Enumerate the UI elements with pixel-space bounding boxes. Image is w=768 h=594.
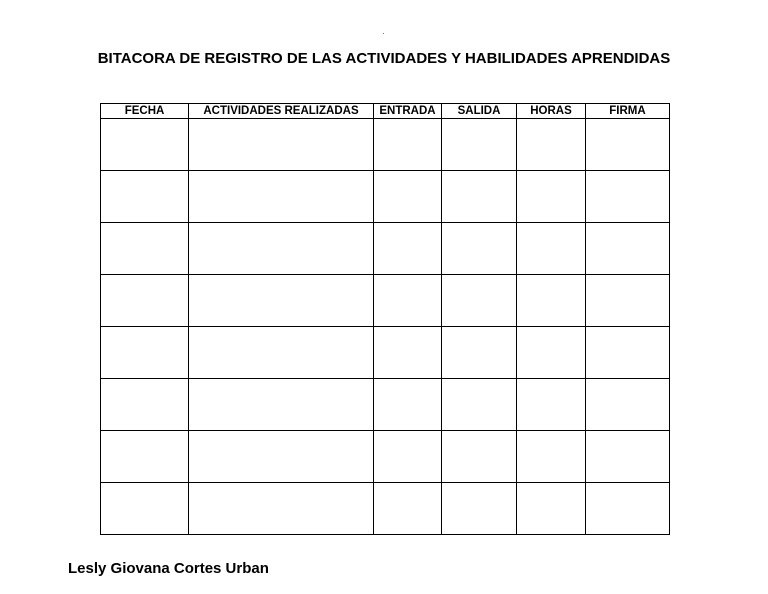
table-cell-fecha[interactable] [101,171,189,223]
table-cell-fecha[interactable] [101,119,189,171]
table-cell-horas[interactable] [517,431,586,483]
table-cell-fecha[interactable] [101,431,189,483]
stray-mark [383,33,384,34]
table-cell-entrada[interactable] [374,275,442,327]
table-cell-firma[interactable] [586,119,670,171]
table-cell-actividades[interactable] [189,171,374,223]
table-cell-horas[interactable] [517,379,586,431]
table-cell-horas[interactable] [517,483,586,535]
table-cell-horas[interactable] [517,223,586,275]
table-row [101,483,670,535]
author-name: Lesly Giovana Cortes Urban [68,560,269,577]
table-cell-firma[interactable] [586,223,670,275]
table-cell-entrada[interactable] [374,483,442,535]
table-body [101,119,670,535]
table-cell-salida[interactable] [442,379,517,431]
table-cell-firma[interactable] [586,483,670,535]
table-cell-fecha[interactable] [101,275,189,327]
table-cell-fecha[interactable] [101,483,189,535]
column-header-salida: SALIDA [442,104,517,119]
table-cell-firma[interactable] [586,327,670,379]
table-row [101,379,670,431]
column-header-actividades: ACTIVIDADES REALIZADAS [189,104,374,119]
table-cell-salida[interactable] [442,327,517,379]
activity-log-table [100,103,670,535]
table-cell-actividades[interactable] [189,483,374,535]
table-cell-salida[interactable] [442,483,517,535]
table-cell-firma[interactable] [586,275,670,327]
table-row [101,327,670,379]
table-header-row [101,104,670,119]
table-cell-actividades[interactable] [189,223,374,275]
table-cell-entrada[interactable] [374,119,442,171]
column-header-firma: FIRMA [586,104,670,119]
table-cell-horas[interactable] [517,171,586,223]
table-row [101,119,670,171]
table-cell-horas[interactable] [517,275,586,327]
table-cell-entrada[interactable] [374,327,442,379]
table-cell-horas[interactable] [517,119,586,171]
table-cell-entrada[interactable] [374,223,442,275]
table-cell-fecha[interactable] [101,327,189,379]
table-cell-salida[interactable] [442,275,517,327]
table-cell-salida[interactable] [442,223,517,275]
table-row [101,275,670,327]
table-cell-entrada[interactable] [374,379,442,431]
table-cell-horas[interactable] [517,327,586,379]
table-cell-salida[interactable] [442,431,517,483]
column-header-entrada: ENTRADA [374,104,442,119]
column-header-fecha: FECHA [101,104,189,119]
table-cell-fecha[interactable] [101,223,189,275]
table-cell-fecha[interactable] [101,379,189,431]
table-cell-firma[interactable] [586,431,670,483]
table-row [101,431,670,483]
table-cell-salida[interactable] [442,119,517,171]
column-header-horas: HORAS [517,104,586,119]
table-row [101,223,670,275]
table-cell-actividades[interactable] [189,275,374,327]
table-row [101,171,670,223]
table-cell-entrada[interactable] [374,431,442,483]
table-cell-actividades[interactable] [189,327,374,379]
table-cell-salida[interactable] [442,171,517,223]
page-title: BITACORA DE REGISTRO DE LAS ACTIVIDADES Y HABILIDADES APRENDIDAS [97,50,671,67]
table-cell-entrada[interactable] [374,171,442,223]
table-cell-firma[interactable] [586,171,670,223]
table-cell-actividades[interactable] [189,119,374,171]
table-cell-actividades[interactable] [189,431,374,483]
table-cell-firma[interactable] [586,379,670,431]
table-cell-actividades[interactable] [189,379,374,431]
